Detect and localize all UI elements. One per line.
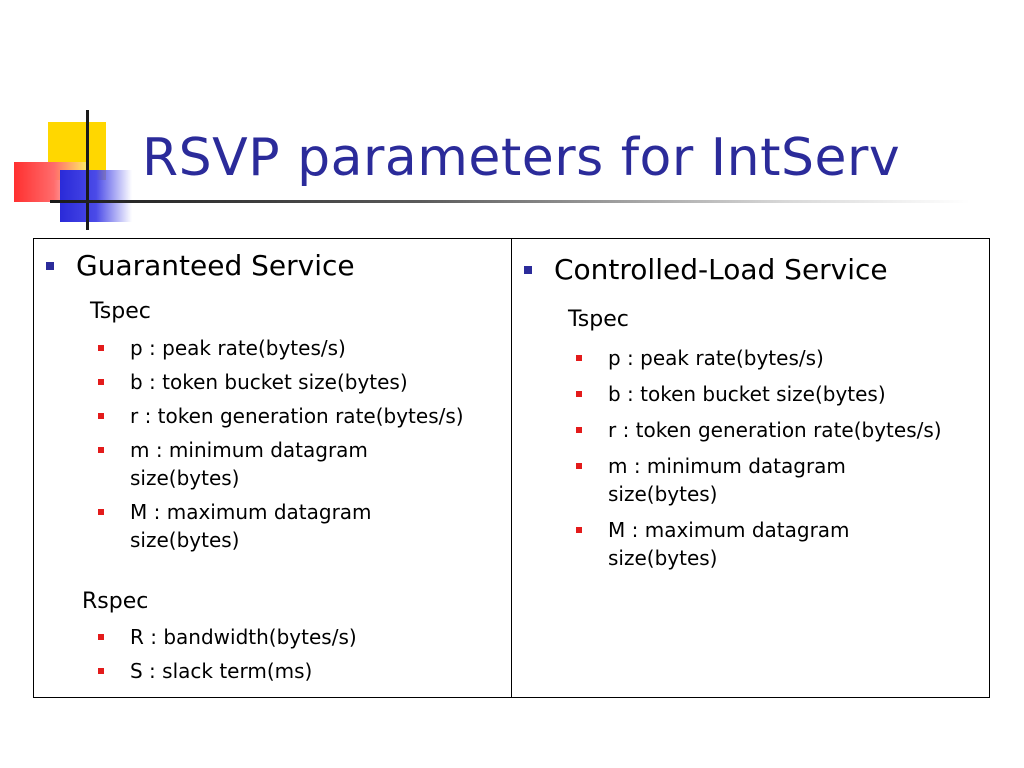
vertical-rule xyxy=(86,110,89,230)
red-bullet-icon xyxy=(98,379,104,385)
tspec-label: Tspec xyxy=(568,307,629,332)
red-bullet-icon xyxy=(576,427,582,433)
list-item xyxy=(576,416,956,444)
red-bullet-icon xyxy=(576,527,582,533)
list-item-text: R : bandwidth(bytes/s) xyxy=(130,625,357,649)
guaranteed-service-column xyxy=(34,239,512,697)
red-bullet-icon xyxy=(98,447,104,453)
list-item-text: m : minimum datagram size(bytes) xyxy=(608,454,846,506)
list-item-text: b : token bucket size(bytes) xyxy=(608,382,886,406)
list-item xyxy=(98,657,478,685)
list-item xyxy=(576,452,956,508)
list-item xyxy=(98,436,478,492)
rspec-list xyxy=(98,623,478,691)
square-bullet-icon xyxy=(524,266,532,274)
controlled-load-service-heading xyxy=(524,253,888,286)
list-item-text: r : token generation rate(bytes/s) xyxy=(130,404,464,428)
content-table xyxy=(33,238,990,698)
list-item xyxy=(98,368,478,396)
list-item-text: M : maximum datagram size(bytes) xyxy=(130,500,372,552)
red-bullet-icon xyxy=(98,668,104,674)
service-heading-text: Guaranteed Service xyxy=(76,249,355,282)
list-item-text: r : token generation rate(bytes/s) xyxy=(608,418,942,442)
list-item xyxy=(98,402,478,430)
red-bullet-icon xyxy=(98,345,104,351)
red-bullet-icon xyxy=(98,413,104,419)
list-item-text: S : slack term(ms) xyxy=(130,659,313,683)
blue-square-shape xyxy=(60,170,132,222)
service-heading-text: Controlled-Load Service xyxy=(554,253,888,286)
red-bullet-icon xyxy=(98,509,104,515)
tspec-label: Tspec xyxy=(90,299,151,324)
list-item xyxy=(98,498,478,554)
tspec-list xyxy=(576,344,956,580)
list-item-text: p : peak rate(bytes/s) xyxy=(130,336,346,360)
list-item-text: b : token bucket size(bytes) xyxy=(130,370,408,394)
slide-logo-decoration xyxy=(0,0,160,240)
list-item xyxy=(98,623,478,651)
red-bullet-icon xyxy=(576,463,582,469)
title-underline xyxy=(50,200,970,203)
red-bullet-icon xyxy=(576,391,582,397)
list-item xyxy=(98,334,478,362)
square-bullet-icon xyxy=(46,262,54,270)
list-item-text: m : minimum datagram size(bytes) xyxy=(130,438,368,490)
guaranteed-service-heading xyxy=(46,249,355,282)
list-item xyxy=(576,516,956,572)
rspec-label: Rspec xyxy=(82,589,149,614)
red-bullet-icon xyxy=(576,355,582,361)
list-item-text: M : maximum datagram size(bytes) xyxy=(608,518,850,570)
list-item-text: p : peak rate(bytes/s) xyxy=(608,346,824,370)
slide-title: RSVP parameters for IntServ xyxy=(142,128,901,188)
tspec-list xyxy=(98,334,478,560)
red-bullet-icon xyxy=(98,634,104,640)
list-item xyxy=(576,380,956,408)
list-item xyxy=(576,344,956,372)
controlled-load-service-column xyxy=(512,239,989,697)
